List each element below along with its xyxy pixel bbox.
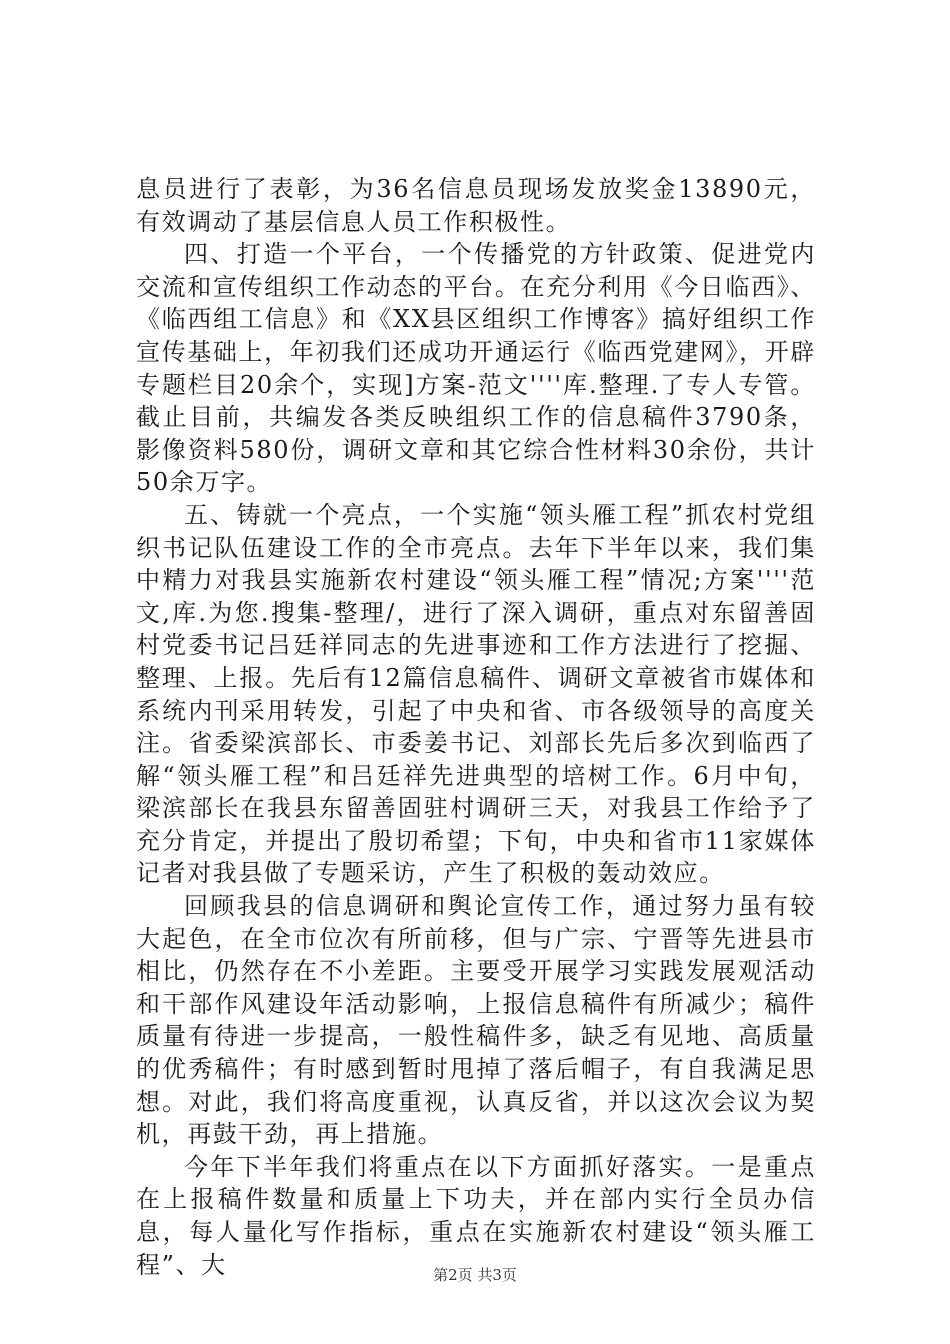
paragraph-2: 四、打造一个平台，一个传播党的方针政策、促进党内交流和宣传组织工作动态的平台。在充分利用《今日临西》、《临西组工信息》和《XX县区组织工作博客》搞好组织工作宣传基础上，年初我们还成功开通运行《临西党建网》，开辟专题栏目20余个，实现]方案-范文''''库.整理.了专人专管。截止目前，共编发各类反映组织工作的信息稿件3790条，影像资料580份，调研文章和其它综合性材料30余份，共计50余万字。 [136,240,816,497]
paragraph-4: 回顾我县的信息调研和舆论宣传工作，通过努力虽有较大起色，在全市位次有所前移，但与广宗、宁晋等先进县市相比，仍然存在不小差距。主要受开展学习实践发展观活动和干部作风建设年活动影响，上报信息稿件有所减少；稿件质量有待进一步提高，一般性稿件多，缺乏有见地、高质量的优秀稿件；有时感到暂时甩掉了落后帽子，有自我满足思想。对此，我们将高度重视，认真反省，并以这次会议为契机，再鼓干劲，再上措施。 [136,892,816,1149]
document-body [136,173,816,1281]
page-footer: 第2页 共3页 [433,1266,517,1284]
paragraph-1: 息员进行了表彰，为36名信息员现场发放奖金13890元，有效调动了基层信息人员工作积极性。 [136,175,816,236]
paragraph-3: 五、铸就一个亮点，一个实施“领头雁工程”抓农村党组织书记队伍建设工作的全市亮点。去年下半年以来，我们集中精力对我县实施新农村建设“领头雁工程”情况;方案''''范文,库.为您.搜集-整理/，进行了深入调研，重点对东留善固村党委书记吕廷祥同志的先进事迹和工作方法进行了挖掘、整理、上报。先后有12篇信息稿件、调研文章被省市媒体和系统内刊采用转发，引起了中央和省、市各级领导的高度关注。省委梁滨部长、市委姜书记、刘部长先后多次到临西了解“领头雁工程”和吕廷祥先进典型的培树工作。6月中旬，梁滨部长在我县东留善固驻村调研三天，对我县工作给予了充分肯定，并提出了殷切希望；下旬，中央和省市11家媒体记者对我县做了专题采访，产生了积极的轰动效应。 [136,500,816,888]
paragraph-5: 今年下半年我们将重点在以下方面抓好落实。一是重点在上报稿件数量和质量上下功夫，并在部内实行全员办信息，每人量化写作指标，重点在实施新农村建设“领头雁工程”、大 [136,1152,816,1279]
